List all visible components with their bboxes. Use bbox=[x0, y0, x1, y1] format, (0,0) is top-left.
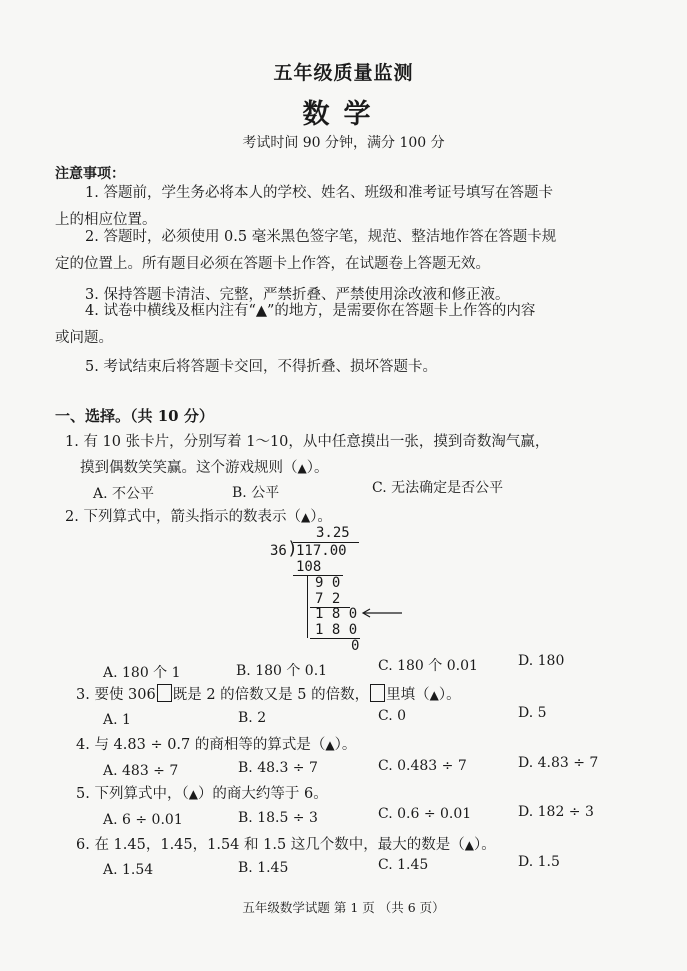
exam-info: 考试时间 90 分钟，满分 100 分 bbox=[242, 135, 445, 151]
step-remainder: 9 0 bbox=[315, 575, 341, 591]
option-d: D. 4.83 ÷ 7 bbox=[518, 755, 599, 771]
dividend: 117.00 bbox=[296, 543, 347, 559]
question-1-line1: 1. 有 10 张卡片，分别写着 1～10，从中任意摸出一张，摸到奇数淘气赢， bbox=[65, 434, 550, 450]
step-product: 108 bbox=[296, 559, 322, 575]
answer-mark-icon: ▲ bbox=[188, 787, 198, 801]
blank-box bbox=[370, 684, 385, 702]
option-b: B. 公平 bbox=[232, 485, 280, 501]
answer-mark-icon: ▲ bbox=[464, 838, 475, 852]
note-line: 2. 答题时，必须使用 0.5 毫米黑色签字笔，规范、整洁地作答在答题卡规 bbox=[85, 229, 557, 245]
question-3-stem: 3. 要使 306 既是 2 的倍数又是 5 的倍数， 里填（▲）。 bbox=[76, 683, 461, 704]
note-line: 5. 考试结束后将答题卡交回，不得折叠、损坏答题卡。 bbox=[85, 359, 437, 375]
option-d: D. 1.5 bbox=[518, 854, 560, 870]
option-a: A. 483 ÷ 7 bbox=[103, 763, 179, 779]
option-b: B. 180 个 0.1 bbox=[236, 663, 328, 679]
option-c: C. 无法确定是否公平 bbox=[372, 480, 504, 496]
option-b: B. 48.3 ÷ 7 bbox=[238, 760, 318, 776]
division-bracket: ) bbox=[287, 538, 298, 559]
option-d: D. 182 ÷ 3 bbox=[518, 804, 594, 820]
final-remainder: 0 bbox=[351, 638, 360, 654]
option-b: B. 1.45 bbox=[238, 860, 289, 876]
arrow-left-icon bbox=[360, 606, 404, 620]
answer-mark-icon: ▲ bbox=[429, 688, 439, 702]
option-c: C. 0.6 ÷ 0.01 bbox=[378, 806, 472, 822]
answer-mark-icon: ▲ bbox=[297, 461, 307, 475]
option-a: A. 1.54 bbox=[103, 862, 154, 878]
note-line: 3. 保持答题卡清洁、完整，严禁折叠、严禁使用涂改液和修正液。 bbox=[85, 287, 510, 303]
note-line: 上的相应位置。 bbox=[55, 212, 157, 228]
question-4-stem: 4. 与 4.83 ÷ 0.7 的商相等的算式是（▲）。 bbox=[76, 737, 357, 753]
question-6-stem: 6. 在 1.45，1.45，1.54 和 1.5 这几个数中，最大的数是（▲）。 bbox=[76, 837, 496, 853]
section-title: 一、选择。（共 10 分） bbox=[55, 407, 214, 425]
subject-title: 数学 bbox=[302, 99, 385, 130]
step-product: 1 8 0 bbox=[315, 622, 358, 638]
option-a: A. 1 bbox=[103, 712, 131, 728]
option-d: D. 5 bbox=[518, 705, 547, 721]
answer-mark-icon: ▲ bbox=[300, 510, 311, 524]
step-remainder-arrowed: 1 8 0 bbox=[315, 606, 358, 622]
option-c: C. 0 bbox=[378, 708, 407, 724]
answer-mark-icon: ▲ bbox=[325, 738, 335, 752]
note-line: 或问题。 bbox=[55, 330, 113, 346]
exam-title: 五年级质量监测 bbox=[273, 62, 414, 84]
option-a: A. 不公平 bbox=[93, 486, 155, 502]
note-line: 1. 答题前，学生务必将本人的学校、姓名、班级和准考证号填写在答题卡 bbox=[85, 185, 553, 201]
blank-box bbox=[157, 684, 172, 702]
notes-title: 注意事项： bbox=[55, 166, 125, 182]
option-c: C. 180 个 0.01 bbox=[378, 658, 478, 674]
quotient: 3.25 bbox=[316, 525, 350, 541]
option-c: C. 0.483 ÷ 7 bbox=[378, 758, 467, 774]
option-d: D. 180 bbox=[518, 653, 565, 669]
question-2-stem: 2. 下列算式中，箭头指示的数表示（▲）。 bbox=[65, 509, 332, 525]
question-1-line2: 摸到偶数笑笑赢。这个游戏规则（▲）。 bbox=[80, 460, 329, 476]
option-a: A. 180 个 1 bbox=[103, 665, 181, 681]
page-footer: 五年级数学试题 第 1 页 （共 6 页） bbox=[242, 900, 445, 915]
option-c: C. 1.45 bbox=[378, 857, 429, 873]
divisor: 36 bbox=[270, 543, 287, 559]
step-product: 7 2 bbox=[315, 591, 341, 607]
option-b: B. 2 bbox=[238, 710, 267, 726]
option-b: B. 18.5 ÷ 3 bbox=[238, 810, 318, 826]
note-line: 定的位置上。所有题目必须在答题卡上作答，在试题卷上答题无效。 bbox=[55, 256, 490, 272]
division-guide bbox=[307, 575, 308, 638]
option-a: A. 6 ÷ 0.01 bbox=[103, 812, 183, 828]
note-line: 4. 试卷中横线及框内注有“▲”的地方，是需要你在答题卡上作答的内容 bbox=[85, 303, 536, 319]
question-5-stem: 5. 下列算式中，（▲）的商大约等于 6。 bbox=[76, 786, 328, 802]
